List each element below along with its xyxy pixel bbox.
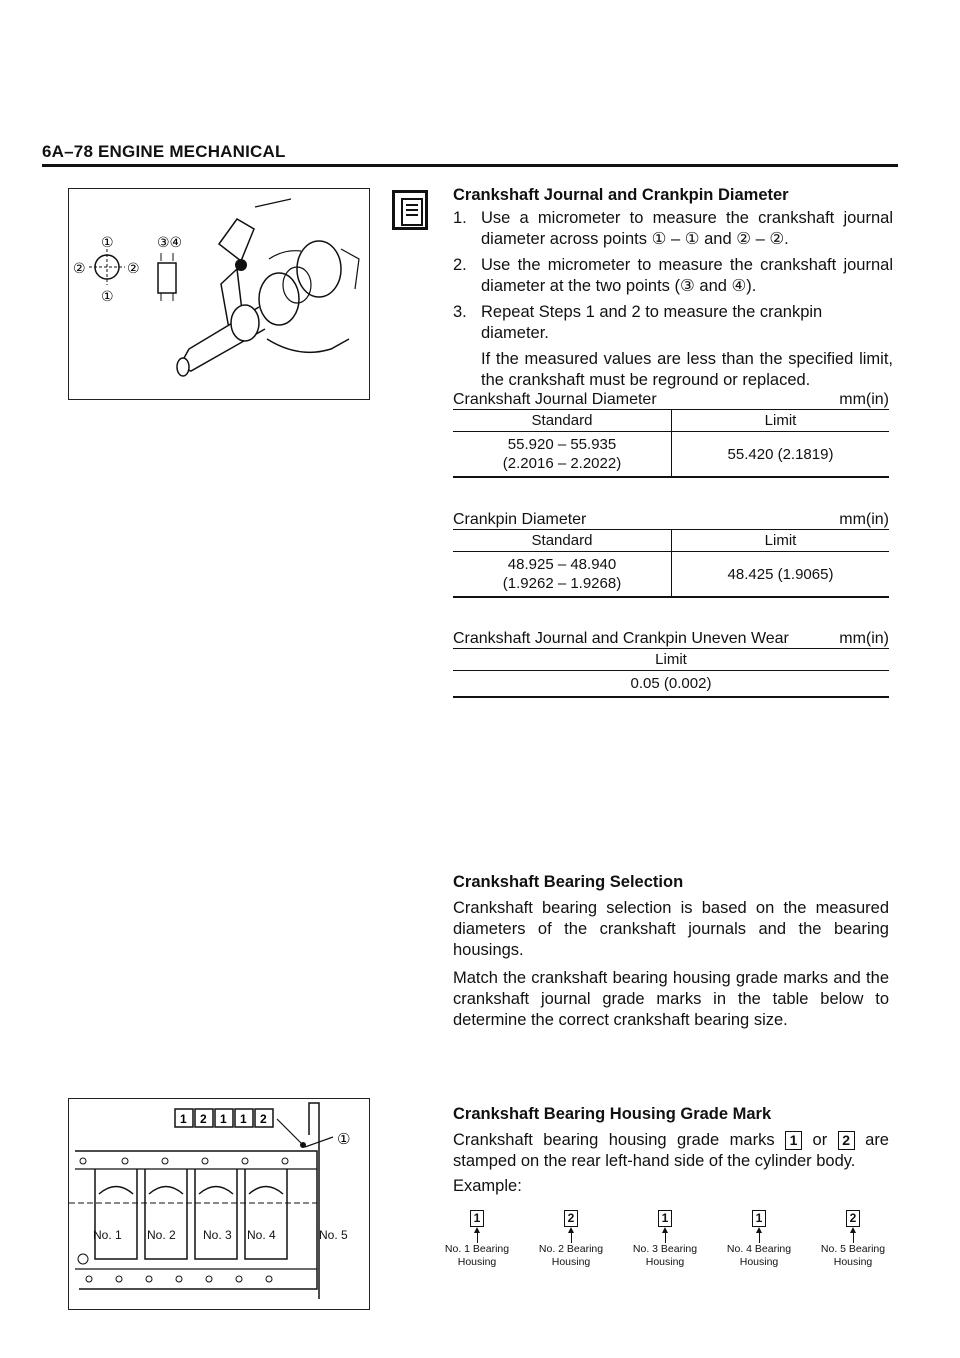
section3-text-after: are stamped on the rear left-hand side of the cylinder body. — [453, 1131, 889, 1170]
section3-or: or — [812, 1131, 828, 1149]
bearing-label-no5: No. 5 — [319, 1228, 348, 1242]
housing-2-line2: Housing — [551, 1256, 591, 1268]
table1-col-limit: Limit — [672, 410, 890, 432]
fig1-label-2-left: ② — [73, 261, 86, 277]
steps-list — [453, 208, 893, 391]
housing-3-line1: No. 3 Bearing — [632, 1243, 698, 1255]
bearing-label-no1: No. 1 — [93, 1228, 122, 1242]
housing-5-arrow — [806, 1227, 900, 1243]
housing-4-line1: No. 4 Bearing — [726, 1243, 792, 1255]
housing-1-mark: 1 — [470, 1210, 484, 1227]
table2-header — [453, 511, 889, 529]
table1-unit: mm(in) — [839, 391, 889, 408]
housing-example-4 — [712, 1210, 806, 1269]
step-1-number: 1. — [453, 209, 467, 227]
table2-standard-cell — [453, 552, 672, 598]
housing-3-arrow — [618, 1227, 712, 1243]
section3-paragraph — [453, 1130, 889, 1172]
table3-unit: mm(in) — [839, 630, 889, 647]
housing-5-mark: 2 — [846, 1210, 860, 1227]
table1-title: Crankshaft Journal Diameter — [453, 391, 657, 408]
table3-limit-cell: 0.05 (0.002) — [453, 671, 889, 698]
cylinder-block-illustration — [69, 1099, 369, 1309]
table1 — [453, 409, 889, 478]
step-3-number: 3. — [453, 303, 467, 321]
table3-header — [453, 630, 889, 648]
table1-header — [453, 391, 889, 409]
fig1-label-2-right: ② — [127, 261, 140, 277]
housing-4-mark: 1 — [752, 1210, 766, 1227]
table3-col-limit: Limit — [453, 649, 889, 671]
table1-standard-mm: 55.920 – 55.935 — [507, 436, 617, 453]
step-3 — [453, 302, 893, 344]
table2-limit-cell: 48.425 (1.9065) — [672, 552, 890, 598]
bearing-label-no2: No. 2 — [147, 1228, 176, 1242]
header-rule — [42, 164, 898, 167]
section-bearing-selection — [453, 873, 889, 1031]
housing-2-mark: 2 — [564, 1210, 578, 1227]
bearing-label-no3: No. 3 — [203, 1228, 232, 1242]
table3-title: Crankshaft Journal and Crankpin Uneven Wear — [453, 630, 789, 647]
table-journal-diameter — [453, 391, 889, 478]
housing-3-line2: Housing — [645, 1256, 685, 1268]
stamp-mark-3: 1 — [220, 1112, 227, 1126]
table2-title: Crankpin Diameter — [453, 511, 587, 528]
figure-micrometer — [68, 188, 370, 400]
fig1-label-34: ③④ — [157, 235, 183, 251]
table-uneven-wear — [453, 630, 889, 698]
service-data-icon — [392, 190, 428, 230]
step-1-text: Use a micrometer to measure the crankshaft journal diameter across points ① – ① and ② – ②. — [481, 209, 893, 248]
section2-paragraph-2: Match the crankshaft bearing housing grade marks and the crankshaft journal grade marks in the table below to determine the correct crankshaft bearing size. — [453, 969, 889, 1029]
table1-col-standard: Standard — [453, 410, 672, 432]
housing-5-line2: Housing — [833, 1256, 873, 1268]
grade-mark-1: 1 — [785, 1131, 802, 1150]
example-label: Example: — [453, 1177, 522, 1195]
stamp-mark-4: 1 — [240, 1112, 247, 1126]
page-header: 6A–78 ENGINE MECHANICAL — [42, 142, 286, 161]
stamp-mark-2: 2 — [200, 1112, 207, 1126]
housing-examples — [430, 1210, 900, 1269]
section2-title: Crankshaft Bearing Selection — [453, 873, 684, 891]
table2-unit: mm(in) — [839, 511, 889, 528]
housing-4-line2: Housing — [739, 1256, 779, 1268]
stamp-mark-5: 2 — [260, 1112, 267, 1126]
housing-example-2 — [524, 1210, 618, 1269]
table1-limit-cell: 55.420 (2.1819) — [672, 432, 890, 478]
table2-col-limit: Limit — [672, 530, 890, 552]
housing-4-arrow — [712, 1227, 806, 1243]
fig1-label-1-top: ① — [101, 235, 114, 251]
housing-5-line1: No. 5 Bearing — [820, 1243, 886, 1255]
step-2 — [453, 255, 893, 297]
table-crankpin-diameter — [453, 511, 889, 598]
limit-note: If the measured values are less than the specified limit, the crankshaft must be reground or replaced. — [481, 350, 893, 389]
table1-standard-in: (2.2016 – 2.2022) — [502, 455, 622, 472]
table2-standard-in: (1.9262 – 1.9268) — [502, 575, 622, 592]
housing-example-3 — [618, 1210, 712, 1269]
fig1-label-1-bottom: ① — [101, 289, 114, 305]
callout-1: ① — [337, 1130, 351, 1148]
housing-1-line1: No. 1 Bearing — [444, 1243, 510, 1255]
step-3-text: Repeat Steps 1 and 2 to measure the crankpin diameter. — [481, 303, 823, 342]
step-1 — [453, 208, 893, 250]
housing-2-line1: No. 2 Bearing — [538, 1243, 604, 1255]
section2-paragraph-1: Crankshaft bearing selection is based on the measured diameters of the crankshaft journals and the bearing housings. — [453, 899, 889, 959]
section-title-journal-crankpin: Crankshaft Journal and Crankpin Diameter — [453, 186, 789, 204]
micrometer-illustration — [69, 189, 369, 399]
bearing-label-no4: No. 4 — [247, 1228, 276, 1242]
grade-mark-2: 2 — [838, 1131, 855, 1150]
housing-3-mark: 1 — [658, 1210, 672, 1227]
housing-example-5 — [806, 1210, 900, 1269]
housing-1-arrow — [430, 1227, 524, 1243]
housing-1-line2: Housing — [457, 1256, 497, 1268]
housing-2-arrow — [524, 1227, 618, 1243]
step-2-number: 2. — [453, 256, 467, 274]
figure-cylinder-block — [68, 1098, 370, 1310]
stamp-mark-1: 1 — [180, 1112, 187, 1126]
table2-standard-mm: 48.925 – 48.940 — [507, 556, 617, 573]
section3-text-before: Crankshaft bearing housing grade marks — [453, 1131, 775, 1149]
step-2-text: Use the micrometer to measure the crankshaft journal diameter at the two points (③ and ④). — [481, 256, 893, 295]
section3-title: Crankshaft Bearing Housing Grade Mark — [453, 1105, 772, 1123]
table1-standard-cell — [453, 432, 672, 478]
housing-example-1 — [430, 1210, 524, 1269]
table2-col-standard: Standard — [453, 530, 672, 552]
table3 — [453, 648, 889, 698]
section-housing-grade-mark — [453, 1105, 889, 1197]
table2 — [453, 529, 889, 598]
